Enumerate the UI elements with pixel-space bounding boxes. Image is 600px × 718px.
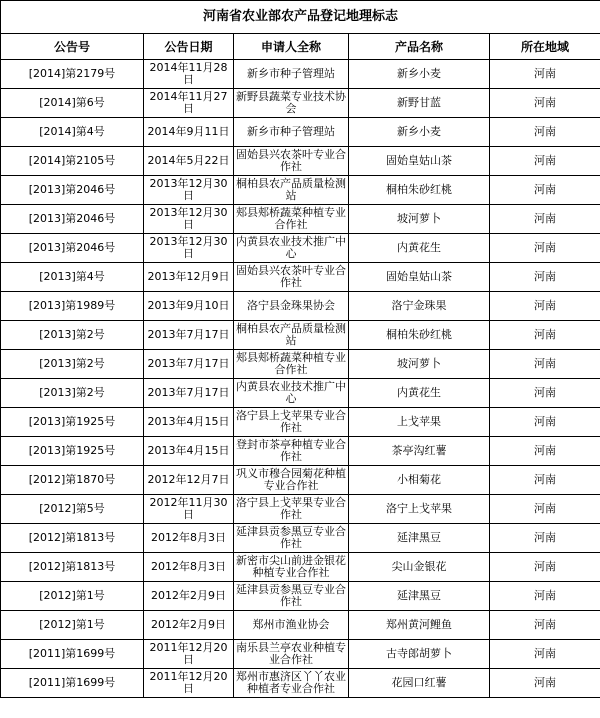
cell-announcement-date: 2012年12月7日	[144, 466, 234, 495]
cell-region: 河南	[490, 466, 600, 495]
table-row	[1, 321, 600, 350]
header-region: 所在地域	[490, 34, 600, 60]
cell-announcement-date: 2012年2月9日	[144, 611, 234, 640]
cell-announcement-date: 2014年11月28日	[144, 60, 234, 89]
cell-region: 河南	[490, 379, 600, 408]
cell-announcement-date: 2012年2月9日	[144, 582, 234, 611]
cell-region: 河南	[490, 669, 600, 698]
cell-product: 洛宁上戈苹果	[349, 495, 490, 524]
cell-applicant: 洛宁县上戈苹果专业合作社	[234, 408, 349, 437]
cell-announcement-no: [2012]第1870号	[1, 466, 144, 495]
cell-product: 固始皇姑山茶	[349, 147, 490, 176]
cell-region: 河南	[490, 495, 600, 524]
cell-announcement-date: 2011年12月20日	[144, 640, 234, 669]
table-row	[1, 205, 600, 234]
table-row	[1, 582, 600, 611]
cell-announcement-date: 2013年12月9日	[144, 263, 234, 292]
table-row	[1, 524, 600, 553]
header-announcement-no: 公告号	[1, 34, 144, 60]
cell-applicant: 郏县郏桥蔬菜种植专业合作社	[234, 350, 349, 379]
cell-announcement-no: [2013]第2046号	[1, 205, 144, 234]
cell-product: 固始皇姑山茶	[349, 263, 490, 292]
cell-announcement-no: [2012]第1813号	[1, 524, 144, 553]
header-row	[1, 34, 600, 60]
cell-announcement-no: [2013]第1989号	[1, 292, 144, 321]
cell-announcement-no: [2014]第4号	[1, 118, 144, 147]
table-row	[1, 466, 600, 495]
table-row	[1, 176, 600, 205]
cell-product: 延津黑豆	[349, 524, 490, 553]
cell-applicant: 郑州市渔业协会	[234, 611, 349, 640]
cell-announcement-no: [2012]第5号	[1, 495, 144, 524]
cell-product: 尖山金银花	[349, 553, 490, 582]
cell-applicant: 桐柏县农产品质量检测站	[234, 321, 349, 350]
cell-product: 花园口红薯	[349, 669, 490, 698]
cell-announcement-date: 2012年11月30日	[144, 495, 234, 524]
cell-announcement-date: 2014年11月27日	[144, 89, 234, 118]
cell-applicant: 固始县兴农茶叶专业合作社	[234, 147, 349, 176]
cell-product: 内黄花生	[349, 234, 490, 263]
cell-region: 河南	[490, 611, 600, 640]
cell-announcement-date: 2013年4月15日	[144, 437, 234, 466]
cell-applicant: 郏县郏桥蔬菜种植专业合作社	[234, 205, 349, 234]
cell-announcement-date: 2013年7月17日	[144, 321, 234, 350]
cell-product: 新乡小麦	[349, 60, 490, 89]
cell-region: 河南	[490, 640, 600, 669]
cell-region: 河南	[490, 292, 600, 321]
cell-applicant: 登封市茶亭种植专业合作社	[234, 437, 349, 466]
header-announcement-date: 公告日期	[144, 34, 234, 60]
table-row	[1, 379, 600, 408]
cell-applicant: 延津县贡参黑豆专业合作社	[234, 524, 349, 553]
cell-announcement-date: 2011年12月20日	[144, 669, 234, 698]
cell-applicant: 巩义市穆合园菊花种植专业合作社	[234, 466, 349, 495]
header-product: 产品名称	[349, 34, 490, 60]
cell-region: 河南	[490, 408, 600, 437]
cell-announcement-date: 2014年5月22日	[144, 147, 234, 176]
cell-applicant: 洛宁县金珠果协会	[234, 292, 349, 321]
table-body	[1, 60, 600, 698]
cell-product: 洛宁金珠果	[349, 292, 490, 321]
cell-announcement-date: 2014年9月11日	[144, 118, 234, 147]
cell-product: 新野甘蓝	[349, 89, 490, 118]
cell-applicant: 新密市尖山前进金银花种植专业合作社	[234, 553, 349, 582]
cell-region: 河南	[490, 582, 600, 611]
cell-region: 河南	[490, 263, 600, 292]
table-row	[1, 234, 600, 263]
table-row	[1, 89, 600, 118]
title-row	[1, 1, 600, 34]
cell-announcement-no: [2013]第4号	[1, 263, 144, 292]
cell-applicant: 南乐县兰亭农业种植专业合作社	[234, 640, 349, 669]
header-applicant: 申请人全称	[234, 34, 349, 60]
table-row	[1, 147, 600, 176]
cell-region: 河南	[490, 205, 600, 234]
cell-announcement-date: 2013年12月30日	[144, 205, 234, 234]
cell-announcement-date: 2012年8月3日	[144, 553, 234, 582]
cell-announcement-no: [2012]第1号	[1, 611, 144, 640]
cell-announcement-date: 2013年4月15日	[144, 408, 234, 437]
cell-announcement-no: [2013]第2号	[1, 321, 144, 350]
table-row	[1, 669, 600, 698]
table-title: 河南省农业部农产品登记地理标志	[1, 1, 600, 34]
cell-applicant: 新野县蔬菜专业技术协会	[234, 89, 349, 118]
cell-announcement-no: [2014]第6号	[1, 89, 144, 118]
cell-applicant: 桐柏县农产品质量检测站	[234, 176, 349, 205]
cell-announcement-date: 2013年7月17日	[144, 350, 234, 379]
table-row	[1, 437, 600, 466]
table-row	[1, 640, 600, 669]
cell-announcement-date: 2012年8月3日	[144, 524, 234, 553]
cell-announcement-no: [2013]第2号	[1, 379, 144, 408]
cell-applicant: 延津县贡参黑豆专业合作社	[234, 582, 349, 611]
cell-product: 坡河萝卜	[349, 205, 490, 234]
cell-region: 河南	[490, 60, 600, 89]
cell-product: 桐柏朱砂红桃	[349, 321, 490, 350]
cell-product: 上戈苹果	[349, 408, 490, 437]
cell-product: 小相菊花	[349, 466, 490, 495]
table-row	[1, 553, 600, 582]
cell-announcement-no: [2014]第2105号	[1, 147, 144, 176]
cell-region: 河南	[490, 553, 600, 582]
cell-region: 河南	[490, 176, 600, 205]
cell-product: 新乡小麦	[349, 118, 490, 147]
cell-announcement-no: [2013]第2046号	[1, 176, 144, 205]
table-row	[1, 60, 600, 89]
cell-applicant: 内黄县农业技术推广中心	[234, 379, 349, 408]
cell-region: 河南	[490, 147, 600, 176]
cell-region: 河南	[490, 234, 600, 263]
cell-applicant: 内黄县农业技术推广中心	[234, 234, 349, 263]
table-row	[1, 292, 600, 321]
cell-announcement-no: [2012]第1号	[1, 582, 144, 611]
cell-region: 河南	[490, 321, 600, 350]
cell-announcement-no: [2011]第1699号	[1, 669, 144, 698]
cell-announcement-date: 2013年12月30日	[144, 176, 234, 205]
table-row	[1, 350, 600, 379]
cell-announcement-date: 2013年7月17日	[144, 379, 234, 408]
cell-product: 内黄花生	[349, 379, 490, 408]
cell-announcement-date: 2013年9月10日	[144, 292, 234, 321]
cell-product: 郑州黄河鲤鱼	[349, 611, 490, 640]
cell-applicant: 新乡市种子管理站	[234, 118, 349, 147]
table-row	[1, 118, 600, 147]
cell-announcement-no: [2014]第2179号	[1, 60, 144, 89]
table-row	[1, 408, 600, 437]
cell-product: 坡河萝卜	[349, 350, 490, 379]
cell-announcement-no: [2013]第2号	[1, 350, 144, 379]
cell-region: 河南	[490, 437, 600, 466]
cell-announcement-no: [2011]第1699号	[1, 640, 144, 669]
cell-applicant: 新乡市种子管理站	[234, 60, 349, 89]
table-row	[1, 263, 600, 292]
cell-applicant: 洛宁县上戈苹果专业合作社	[234, 495, 349, 524]
cell-announcement-no: [2013]第2046号	[1, 234, 144, 263]
cell-applicant: 固始县兴农茶叶专业合作社	[234, 263, 349, 292]
cell-announcement-no: [2012]第1813号	[1, 553, 144, 582]
cell-region: 河南	[490, 118, 600, 147]
cell-region: 河南	[490, 89, 600, 118]
cell-region: 河南	[490, 350, 600, 379]
cell-product: 桐柏朱砂红桃	[349, 176, 490, 205]
cell-announcement-no: [2013]第1925号	[1, 437, 144, 466]
cell-announcement-no: [2013]第1925号	[1, 408, 144, 437]
cell-applicant: 郑州市惠济区丫丫农业种植者专业合作社	[234, 669, 349, 698]
table-row	[1, 611, 600, 640]
cell-product: 延津黑豆	[349, 582, 490, 611]
table-row	[1, 495, 600, 524]
cell-announcement-date: 2013年12月30日	[144, 234, 234, 263]
cell-region: 河南	[490, 524, 600, 553]
cell-product: 古寺郎胡萝卜	[349, 640, 490, 669]
cell-product: 茶亭沟红薯	[349, 437, 490, 466]
